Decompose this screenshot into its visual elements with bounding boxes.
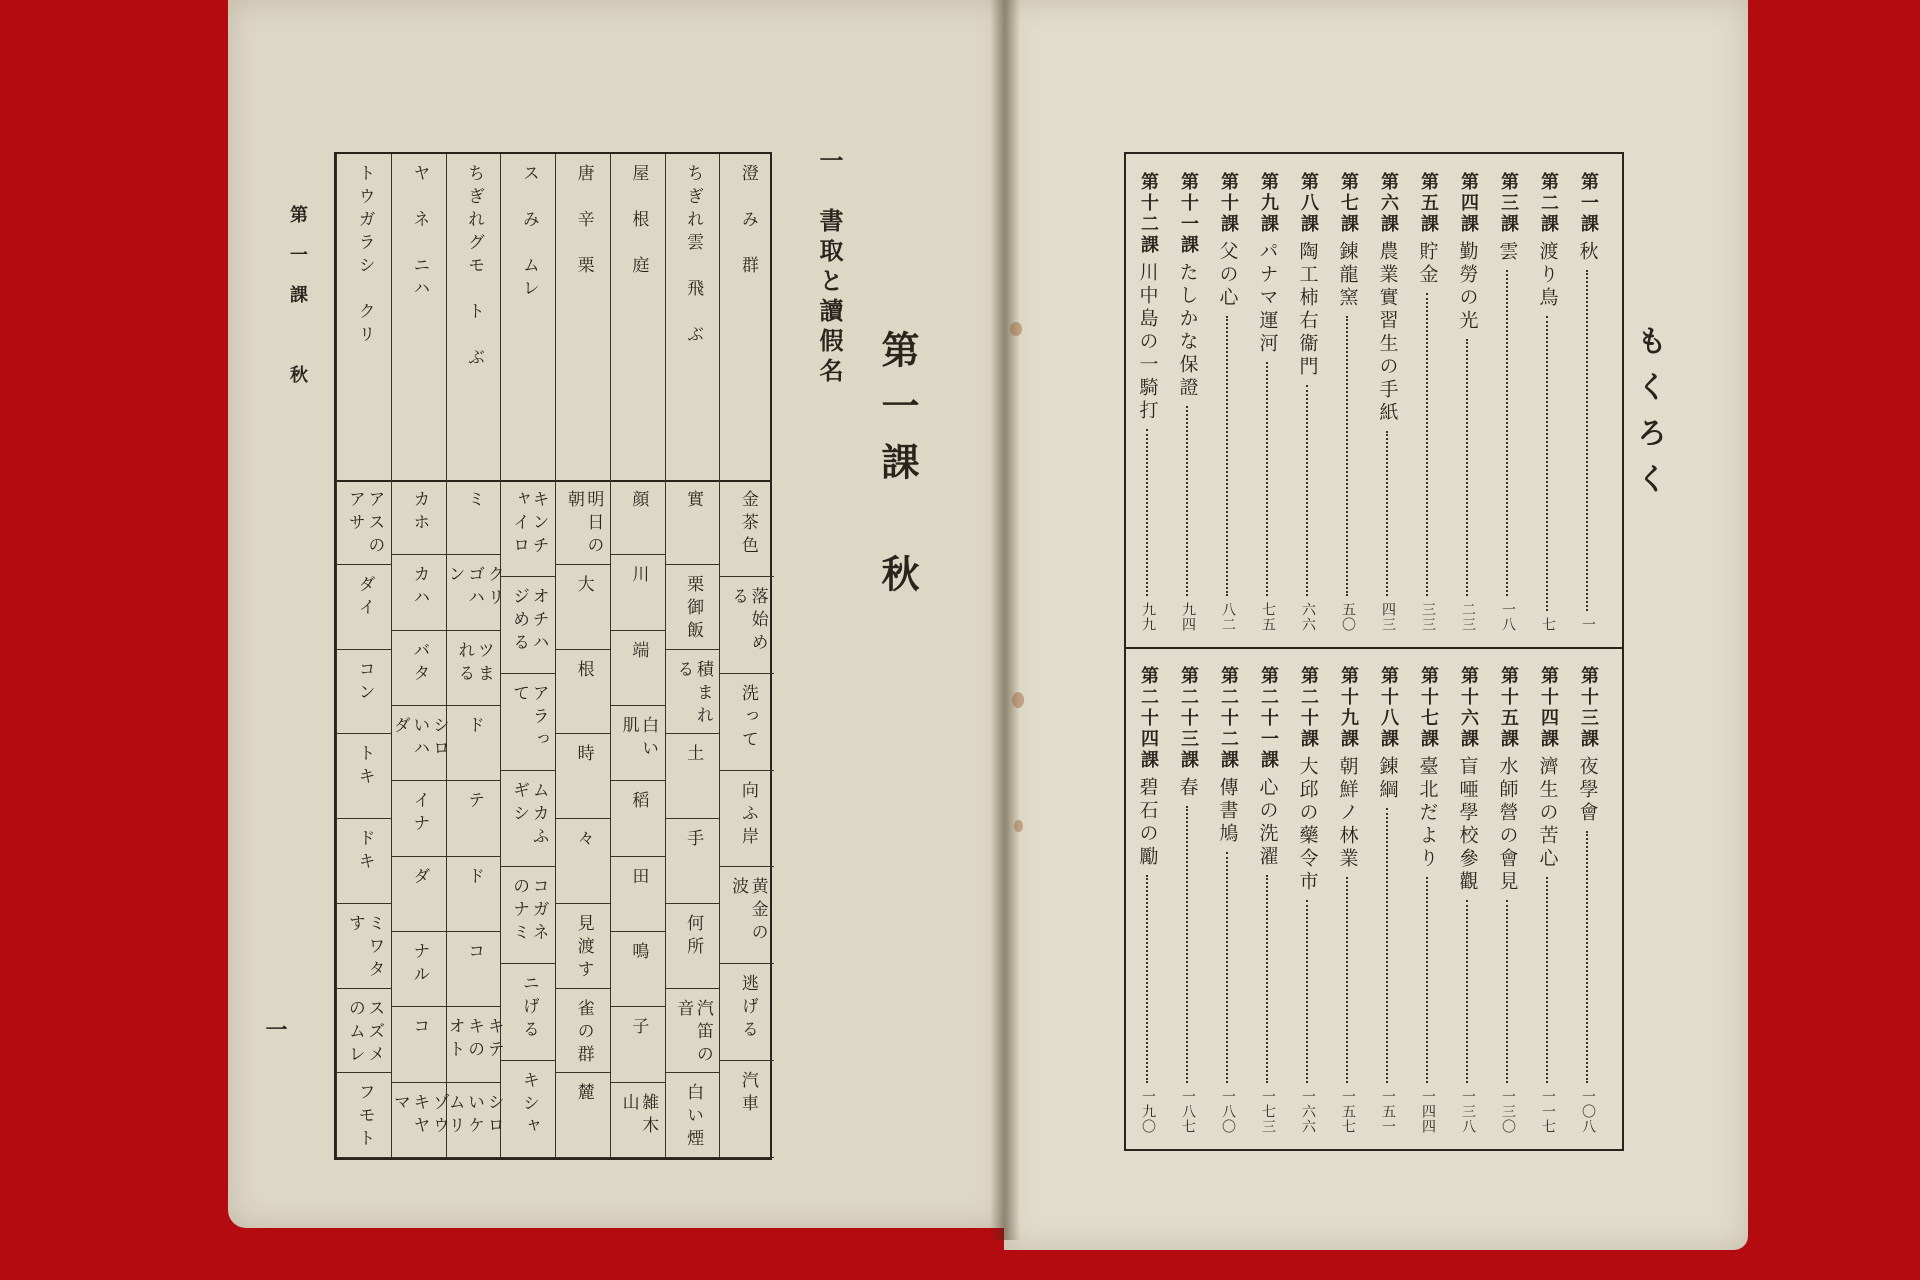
toc-lesson-title: 貯金: [1416, 241, 1439, 287]
toc-lesson-title: 碧石の勵: [1136, 777, 1159, 869]
toc-page-number: 一一七: [1540, 1089, 1556, 1134]
toc-lesson-title: 錬龍窯: [1336, 241, 1359, 310]
toc-leader-dots: [1586, 831, 1590, 1083]
vocab-cell: [337, 819, 391, 904]
age-stain: [1010, 322, 1022, 336]
toc-lesson-number: 第二十一課: [1258, 666, 1279, 771]
vocab-word: スズメのムレ: [344, 998, 385, 1068]
toc-lesson-number: 第三課: [1498, 172, 1519, 235]
toc-lesson-number: 第七課: [1338, 172, 1359, 235]
toc-page-number: 一八七: [1180, 1089, 1196, 1134]
vocab-top-cell: [392, 154, 446, 480]
vocab-word: ニげる: [518, 974, 539, 1044]
toc-lesson-title: 大邱の藥令市: [1296, 756, 1319, 894]
book-gutter: [990, 0, 1020, 1240]
toc-page-number: 一〇八: [1580, 1089, 1596, 1134]
vocab-cell: [447, 631, 501, 706]
vocab-cell: [720, 1061, 774, 1158]
vocab-word: 汽車: [737, 1071, 758, 1118]
vocab-cell: [611, 480, 665, 555]
vocab-cell: [392, 631, 446, 706]
toc-leader-dots: [1586, 270, 1590, 611]
toc-page-number: 七五: [1260, 602, 1276, 632]
toc-lesson-title: 川中島の一騎打: [1136, 262, 1159, 423]
page-number: 一: [262, 1018, 288, 1040]
vocab-word: 手: [683, 829, 704, 852]
toc-lesson-title: 秋: [1576, 241, 1599, 264]
toc-page-number: 八二: [1220, 602, 1236, 632]
vocab-cell: [447, 781, 501, 856]
vocab-word: 何所: [683, 913, 704, 960]
vocab-cell: [392, 857, 446, 932]
toc-lesson-number: 第四課: [1458, 172, 1479, 235]
vocab-cell: [389, 1083, 449, 1158]
toc-box: [1124, 152, 1624, 1151]
vocab-word: ドキ: [354, 829, 375, 875]
vocab-cell: [447, 932, 501, 1007]
vocab-word: ミ: [464, 490, 485, 513]
vocab-top-cell: [337, 154, 391, 480]
toc-lesson-title: たしかな保證: [1176, 262, 1199, 400]
vocab-cell: [337, 565, 391, 650]
vocab-word: 雑木山: [618, 1092, 659, 1139]
vocab-cell: [611, 932, 665, 1007]
toc-entry[interactable]: [1250, 172, 1286, 632]
toc-heading: もくろく: [1631, 325, 1666, 509]
vocab-cell: [444, 1083, 504, 1158]
vocab-word: トウガラシ クリ: [354, 164, 375, 348]
vocab-column: [665, 154, 720, 1158]
vocab-cell: [389, 706, 449, 781]
age-stain: [1012, 692, 1024, 708]
toc-entry[interactable]: [1290, 172, 1326, 632]
vocab-word: 土: [683, 744, 704, 768]
toc-page-number: 一: [1580, 617, 1596, 632]
toc-leader-dots: [1506, 900, 1510, 1083]
toc-leader-dots: [1186, 406, 1190, 596]
vocab-word: 白い肌: [618, 716, 659, 762]
toc-lesson-number: 第十四課: [1538, 666, 1559, 750]
toc-leader-dots: [1226, 852, 1230, 1083]
toc-lesson-number: 第五課: [1418, 172, 1439, 235]
toc-leader-dots: [1266, 362, 1270, 596]
vocab-cell: [720, 577, 774, 674]
vocab-word: カハ: [409, 565, 430, 612]
running-head: 第一課 秋: [287, 205, 308, 405]
vocab-word: 々: [573, 829, 594, 852]
vocab-word: シロいケムリ: [444, 1092, 504, 1139]
toc-page-number: 七: [1540, 617, 1556, 632]
vocab-word: 根: [573, 659, 594, 683]
vocab-cell: [556, 565, 610, 650]
toc-entry[interactable]: [1530, 666, 1566, 1134]
toc-page-number: 一七三: [1260, 1089, 1276, 1134]
vocab-cell: [720, 964, 774, 1061]
vocab-cell: [611, 1083, 665, 1158]
vocab-cell: [720, 867, 774, 964]
toc-lesson-title: 夜學會: [1576, 756, 1599, 825]
vocab-top-cell: [447, 154, 501, 480]
toc-entry[interactable]: [1490, 172, 1526, 632]
toc-lesson-number: 第十一課: [1178, 172, 1199, 256]
vocab-cell: [337, 904, 391, 989]
vocab-word: 汽笛の音: [673, 998, 713, 1068]
toc-leader-dots: [1426, 293, 1430, 596]
toc-entry[interactable]: [1290, 666, 1326, 1134]
toc-leader-dots: [1466, 339, 1470, 596]
vocab-cell: [720, 771, 774, 868]
vocab-word: 栗御飯: [683, 574, 704, 644]
vocab-word: フモト: [354, 1083, 375, 1153]
toc-lesson-title: パナマ運河: [1256, 241, 1279, 356]
toc-leader-dots: [1306, 385, 1310, 596]
toc-lesson-title: 水師營の會見: [1496, 756, 1519, 894]
vocab-word: コン: [354, 659, 375, 706]
vocab-word: 時: [573, 744, 594, 768]
vocab-word: トキ: [354, 744, 375, 791]
toc-page-number: 四三: [1380, 602, 1396, 632]
vocab-cell: [337, 1073, 391, 1158]
toc-lesson-title: 臺北だより: [1416, 756, 1439, 871]
vocab-cell: [447, 480, 501, 555]
vocab-word: ツまれる: [454, 640, 494, 687]
toc-lesson-number: 第二課: [1538, 172, 1559, 235]
vocab-word: 雀の群: [573, 998, 594, 1068]
toc-leader-dots: [1386, 431, 1390, 596]
toc-lesson-title: 雲: [1496, 241, 1519, 264]
vocab-cell: [392, 480, 446, 555]
vocab-word: 逃げる: [737, 974, 758, 1044]
vocab-cell: [392, 781, 446, 856]
vocab-word: 川: [628, 565, 649, 589]
vocab-word: アスのアサ: [344, 490, 385, 559]
vocab-word: コ: [464, 942, 485, 965]
toc-lesson-number: 第二十四課: [1138, 666, 1159, 771]
vocab-top-cell: [666, 154, 720, 480]
vocab-cell: [444, 555, 504, 630]
vocab-word: 明日の朝: [563, 490, 604, 559]
vocab-word: 稻: [628, 791, 649, 815]
vocab-word: 澄 み 群: [737, 164, 758, 279]
vocab-word: クリゴハン: [444, 565, 504, 612]
vocab-word: バタ: [409, 640, 430, 687]
vocab-cell: [447, 706, 501, 781]
vocab-column: [336, 154, 391, 1158]
toc-leader-dots: [1306, 900, 1310, 1083]
vocab-cell: [447, 857, 501, 932]
toc-page-number: 一八: [1500, 602, 1516, 632]
vocab-cell: [556, 904, 610, 989]
toc-page-number: 一六六: [1300, 1089, 1316, 1134]
vocab-cell: [556, 1073, 610, 1158]
toc-lesson-title: 濟生の苦心: [1536, 756, 1559, 871]
vocab-cell: [501, 964, 555, 1061]
vocab-cell: [611, 555, 665, 630]
toc-lesson-title: 勤勞の光: [1456, 241, 1479, 333]
vocab-word: 黄金の波: [728, 877, 768, 947]
toc-leader-dots: [1386, 808, 1390, 1083]
vocab-word: キテキのオト: [444, 1017, 504, 1064]
age-stain: [1014, 820, 1023, 832]
vocab-word: ヤ ネ ニハ: [409, 164, 430, 302]
toc-page-number: 一五一: [1380, 1089, 1396, 1134]
vocab-cell: [556, 819, 610, 904]
toc-entry[interactable]: [1570, 666, 1606, 1134]
toc-leader-dots: [1506, 270, 1510, 596]
toc-entry[interactable]: [1210, 172, 1246, 632]
toc-page-number: 一八〇: [1220, 1089, 1236, 1134]
vocab-word: ナル: [409, 942, 430, 988]
toc-lesson-title: 錬綱: [1376, 756, 1399, 802]
toc-page-number: 三三: [1420, 602, 1436, 632]
vocab-word: ちぎれグモ ト ぶ: [464, 164, 485, 371]
vocab-word: 鳴: [628, 942, 649, 965]
vocab-word: イナ: [409, 791, 430, 838]
vocab-cell: [501, 1061, 555, 1158]
vocab-word: 白い煙: [683, 1083, 704, 1153]
toc-entry[interactable]: [1530, 172, 1566, 632]
toc-lesson-number: 第十五課: [1498, 666, 1519, 750]
toc-entry[interactable]: [1570, 172, 1606, 632]
toc-lesson-title: 陶工柿右衞門: [1296, 241, 1319, 379]
vocab-cell: [501, 577, 555, 674]
vocab-cell: [337, 480, 391, 565]
toc-lesson-number: 第一課: [1578, 172, 1599, 235]
toc-divider: [1126, 647, 1622, 649]
vocab-word: ス み ムレ: [518, 164, 539, 302]
vocab-word: ダイ: [354, 574, 375, 621]
vocab-word: 洗って: [737, 683, 758, 753]
section-title: 一 書取と讀假名: [815, 148, 844, 388]
vocab-word: オチハジめる: [509, 586, 549, 656]
vocab-word: キシャ: [518, 1071, 539, 1141]
vocab-word: 落始める: [728, 586, 768, 656]
toc-lesson-title: 父の心: [1216, 241, 1239, 310]
toc-lesson-number: 第十九課: [1338, 666, 1359, 750]
toc-page-number: 一五七: [1340, 1089, 1356, 1134]
lesson-title: 第一課 秋: [875, 330, 920, 610]
vocab-cell: [556, 989, 610, 1074]
vocab-cell: [337, 989, 391, 1074]
toc-entry[interactable]: [1170, 666, 1206, 1134]
vocab-word: ダ: [409, 866, 430, 890]
vocab-word: カホ: [409, 490, 430, 536]
vocab-column: [719, 154, 774, 1158]
vocab-word: ムカふギシ: [509, 780, 549, 850]
vocab-word: 子: [628, 1017, 649, 1041]
vocab-word: 見渡す: [573, 913, 594, 983]
toc-leader-dots: [1426, 877, 1430, 1083]
vocab-top-cell: [611, 154, 665, 480]
toc-leader-dots: [1346, 316, 1350, 596]
toc-entry[interactable]: [1410, 172, 1446, 632]
toc-entry[interactable]: [1490, 666, 1526, 1134]
toc-lesson-title: 心の洗濯: [1256, 777, 1279, 869]
vocab-top-cell: [720, 154, 774, 480]
vocab-top-cell: [556, 154, 610, 480]
toc-lesson-number: 第二十課: [1298, 666, 1319, 750]
toc-leader-dots: [1546, 316, 1550, 611]
vocab-cell: [720, 674, 774, 771]
vocab-word: 唐 辛 栗: [573, 164, 594, 279]
toc-lesson-number: 第九課: [1258, 172, 1279, 235]
vocab-cell: [666, 734, 720, 819]
vocab-word: ド: [464, 716, 485, 739]
vocab-cell: [666, 904, 720, 989]
vocab-word: ミワタす: [344, 913, 385, 983]
vocab-cell: [611, 631, 665, 706]
toc-leader-dots: [1226, 316, 1230, 596]
vocab-cell: [720, 480, 774, 577]
vocab-column: [500, 154, 555, 1158]
vocab-word: 屋 根 庭: [628, 164, 649, 279]
vocab-column: [610, 154, 665, 1158]
toc-entry[interactable]: [1450, 172, 1486, 632]
vocab-word: 麓: [573, 1083, 594, 1107]
toc-lesson-number: 第十課: [1218, 172, 1239, 235]
toc-entry[interactable]: [1370, 666, 1406, 1134]
toc-lesson-number: 第八課: [1298, 172, 1319, 235]
vocab-word: ゾウキヤマ: [389, 1092, 449, 1139]
toc-lesson-title: 傳書鳩: [1216, 777, 1239, 846]
vocab-top-cell: [501, 154, 555, 480]
vocab-word: 田: [628, 866, 649, 890]
toc-entry[interactable]: [1130, 172, 1166, 632]
vocab-cell: [501, 674, 555, 771]
vocab-cell: [556, 480, 610, 565]
toc-entry[interactable]: [1250, 666, 1286, 1134]
vocab-word: ちぎれ雲 飛 ぶ: [683, 164, 704, 348]
toc-entry[interactable]: [1170, 172, 1206, 632]
vocab-word: キンチャイロ: [509, 490, 549, 559]
vocab-word: 端: [628, 640, 649, 664]
vocab-word: 積まれる: [673, 659, 713, 729]
vocab-cell: [666, 565, 720, 650]
toc-entry[interactable]: [1370, 172, 1406, 632]
vocab-word: 實: [683, 490, 704, 513]
vocab-cell: [556, 650, 610, 735]
toc-entry[interactable]: [1210, 666, 1246, 1134]
toc-lesson-title: 農業實習生の手紙: [1376, 241, 1399, 425]
vocab-cell: [392, 1007, 446, 1082]
vocab-cell: [611, 857, 665, 932]
toc-lesson-title: 朝鮮ノ林業: [1336, 756, 1359, 871]
toc-entry[interactable]: [1450, 666, 1486, 1134]
vocab-cell: [611, 781, 665, 856]
toc-leader-dots: [1546, 877, 1550, 1083]
vocab-word: アラって: [509, 683, 549, 753]
toc-page-number: 一三八: [1460, 1089, 1476, 1134]
toc-page-number: 一四四: [1420, 1089, 1436, 1134]
toc-leader-dots: [1146, 875, 1150, 1083]
vocab-cell: [337, 734, 391, 819]
toc-page-number: 九九: [1140, 602, 1156, 632]
toc-leader-dots: [1146, 429, 1150, 596]
vocab-word: シロいハダ: [389, 716, 449, 762]
vocab-column: [389, 154, 449, 1158]
vocab-cell: [337, 650, 391, 735]
toc-entry[interactable]: [1410, 666, 1446, 1134]
vocab-cell: [501, 867, 555, 964]
toc-page-number: 一三〇: [1500, 1089, 1516, 1134]
vocab-word: コガネのナミ: [509, 877, 549, 947]
vocab-cell: [611, 706, 665, 781]
toc-leader-dots: [1186, 806, 1190, 1083]
toc-entry[interactable]: [1330, 666, 1366, 1134]
toc-lesson-number: 第十七課: [1418, 666, 1439, 750]
vocab-word: 顔: [628, 490, 649, 513]
vocab-word: 大: [573, 574, 594, 598]
toc-page-number: 六六: [1300, 602, 1316, 632]
toc-lesson-number: 第二十三課: [1178, 666, 1199, 771]
toc-entry[interactable]: [1130, 666, 1166, 1134]
vocab-cell: [666, 819, 720, 904]
vocab-word: コ: [409, 1017, 430, 1041]
vocab-cell: [444, 1007, 504, 1082]
vocab-cell: [666, 1073, 720, 1158]
toc-entry[interactable]: [1330, 172, 1366, 632]
toc-leader-dots: [1466, 900, 1470, 1083]
toc-lesson-number: 第二十二課: [1218, 666, 1239, 771]
toc-lesson-title: 春: [1176, 777, 1199, 800]
vocab-column: [555, 154, 610, 1158]
toc-leader-dots: [1346, 877, 1350, 1083]
toc-lesson-title: 盲唖學校參觀: [1456, 756, 1479, 894]
vocab-cell: [556, 734, 610, 819]
vocab-cell: [611, 1007, 665, 1082]
vocab-cell: [392, 555, 446, 630]
vocab-cell: [666, 989, 720, 1074]
vocab-word: 向ふ岸: [737, 780, 758, 850]
vocab-cell: [501, 771, 555, 868]
vocab-cell: [501, 480, 555, 577]
toc-lesson-title: 渡り鳥: [1536, 241, 1559, 310]
toc-lesson-number: 第十六課: [1458, 666, 1479, 750]
toc-page-number: 九四: [1180, 602, 1196, 632]
vocab-word: 金茶色: [737, 490, 758, 559]
toc-page-number: 五〇: [1340, 602, 1356, 632]
vocab-table: [334, 152, 772, 1160]
vocab-cell: [392, 932, 446, 1007]
toc-page-number: 二三: [1460, 602, 1476, 632]
vocab-cell: [666, 650, 720, 735]
toc-page-number: 一九〇: [1140, 1089, 1156, 1134]
vocab-word: ド: [464, 866, 485, 890]
toc-lesson-number: 第十八課: [1378, 666, 1399, 750]
toc-lesson-number: 第六課: [1378, 172, 1399, 235]
toc-lesson-number: 第十三課: [1578, 666, 1599, 750]
vocab-cell: [666, 480, 720, 565]
toc-lesson-number: 第十二課: [1138, 172, 1159, 256]
vocab-word: テ: [464, 791, 485, 815]
vocab-column: [444, 154, 504, 1158]
toc-leader-dots: [1266, 875, 1270, 1083]
